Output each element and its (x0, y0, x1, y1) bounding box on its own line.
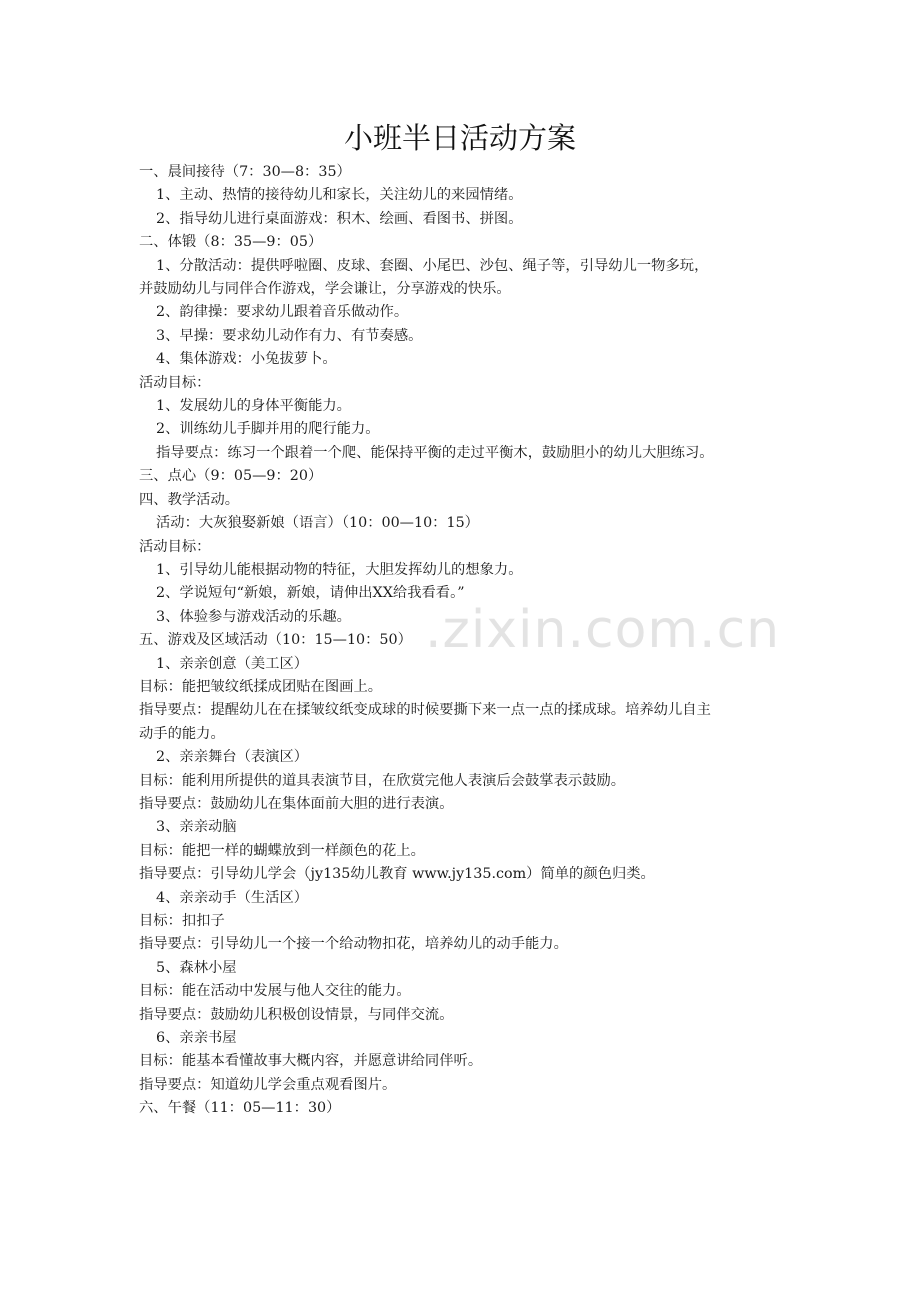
text-line: 指导要点：提醒幼儿在在揉皱纹纸变成球的时候要撕下来一点一点的揉成球。培养幼儿自主 (139, 702, 711, 719)
text-line: 六、午餐（11：05—11：30） (139, 1100, 341, 1117)
text-line: 3、亲亲动脑 (156, 819, 237, 836)
text-line: 活动：大灰狼娶新娘（语言）（10：00—10：15） (156, 515, 479, 532)
text-line: 目标：能利用所提供的道具表演节目，在欣赏完他人表演后会鼓掌表示鼓励。 (139, 772, 626, 789)
text-line: 指导要点：知道幼儿学会重点观看图片。 (139, 1076, 397, 1093)
text-line: 一、晨间接待（7：30—8：35） (139, 164, 351, 180)
text-line: 2、训练幼儿手脚并用的爬行能力。 (156, 421, 380, 438)
document-body (139, 161, 799, 1121)
text-line: 指导要点：练习一个跟着一个爬、能保持平衡的走过平衡木，鼓励胆小的幼儿大胆练习。 (156, 444, 714, 461)
text-line: 指导要点：鼓励幼儿在集体面前大胆的进行表演。 (139, 795, 454, 812)
text-line: 3、早操：要求幼儿动作有力、有节奏感。 (156, 327, 423, 344)
text-line: 目标：能在活动中发展与他人交往的能力。 (139, 983, 411, 1000)
text-line: 目标：扣扣子 (139, 913, 225, 929)
text-line: 2、亲亲舞台（表演区） (156, 749, 309, 766)
text-line: 活动目标： (139, 538, 211, 555)
text-line: 指导要点：引导幼儿一个接一个给动物扣花，培养幼儿的动手能力。 (139, 936, 568, 953)
text-line: 活动目标： (139, 374, 211, 391)
document-title: 小班半日活动方案 (343, 121, 576, 155)
text-line: 四、教学活动。 (139, 491, 240, 508)
text-line: 1、分散活动：提供呼啦圈、皮球、套圈、小尾巴、沙包、绳子等，引导幼儿一物多玩， (156, 257, 709, 274)
text-line: 三、点心（9：05—9：20） (139, 468, 323, 485)
text-line: 1、引导幼儿能根据动物的特征，大胆发挥幼儿的想象力。 (156, 561, 523, 578)
text-line: 2、学说短句“新娘，新娘，请伸出XX给我看看。” (156, 585, 465, 602)
text-line: 5、森林小屋 (156, 959, 237, 976)
text-line: 2、韵律操：要求幼儿跟着音乐做动作。 (156, 304, 409, 321)
text-line: 指导要点：鼓励幼儿积极创设情景，与同伴交流。 (139, 1006, 454, 1023)
text-line: 1、主动、热情的接待幼儿和家长，关注幼儿的来园情绪。 (156, 187, 523, 204)
text-line: 3、体验参与游戏活动的乐趣。 (156, 608, 351, 625)
text-line: 并鼓励幼儿与同伴合作游戏，学会谦让，分享游戏的快乐。 (139, 281, 511, 298)
text-line: 1、发展幼儿的身体平衡能力。 (156, 398, 351, 415)
watermark: .zixin.com.cn (425, 600, 781, 660)
text-line: 指导要点：引导幼儿学会（jy135幼儿教育 www.jy135.com）简单的颜色归类。 (139, 866, 655, 883)
text-line: 目标：能把皱纹纸揉成团贴在图画上。 (139, 678, 383, 695)
text-line: 1、亲亲创意（美工区） (156, 655, 309, 672)
text-line: 二、体锻（8：35—9：05） (139, 234, 323, 251)
text-line: 4、集体游戏：小兔拔萝卜。 (156, 351, 337, 368)
text-line: 4、亲亲动手（生活区） (156, 889, 309, 906)
text-line: 2、指导幼儿进行桌面游戏：积木、绘画、看图书、拼图。 (156, 210, 523, 227)
text-line: 动手的能力。 (139, 725, 225, 742)
text-line: 6、亲亲书屋 (156, 1030, 237, 1047)
text-line: 目标：能把一样的蝴蝶放到一样颜色的花上。 (139, 842, 425, 859)
text-line: 目标：能基本看懂故事大概内容，并愿意讲给同伴听。 (139, 1053, 483, 1070)
text-line: 五、游戏及区域活动（10：15—10：50） (139, 632, 412, 649)
